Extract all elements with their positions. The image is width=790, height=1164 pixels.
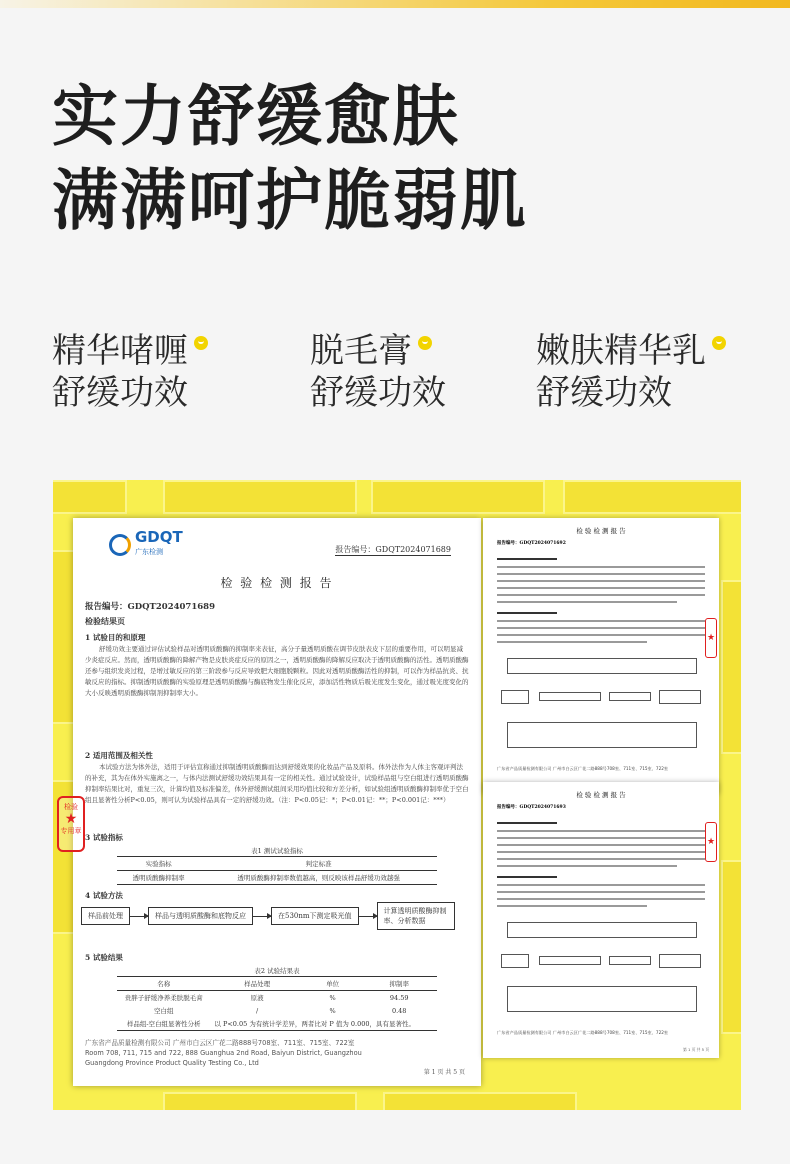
feature-lotion xyxy=(536,330,726,414)
thumb-report-number: 报告编号：GDQT2024071693 xyxy=(497,805,566,810)
bg-tile xyxy=(53,480,127,514)
footer-address-cn: 广东省产品质量检测有限公司 广州市白云区广花二路888号708室、711室、715室、722室 xyxy=(85,1039,355,1047)
thumb-footer: 广东省产品质量检测有限公司 广州市白云区广花二路888号708室、711室、715室、722室 xyxy=(497,1030,669,1035)
table-cell: 贵胖子舒缓净养柔肤脱毛膏 xyxy=(124,994,203,1002)
top-report-number: 报告编号：GDQT2024071689 xyxy=(335,545,451,554)
indicator-table xyxy=(117,856,437,885)
thumb-flow-box xyxy=(501,690,529,704)
text-line xyxy=(497,865,677,867)
footer-address-en: Room 708, 711, 715 and 722, 888 Guanghua 2nd Road, Baiyun District, Guangzhou xyxy=(85,1049,362,1057)
text-line xyxy=(497,858,705,860)
main-report-page xyxy=(73,518,481,1086)
bg-tile xyxy=(371,480,545,514)
thumb-footer: 广东省产品质量检测有限公司 广州市白云区广花二路888号708室、711室、715室、722室 xyxy=(497,766,669,771)
feature-gel-name: 精华啫喱 xyxy=(52,331,188,371)
report-title: 检 验 检 测 报 告 xyxy=(220,576,334,590)
red-star-icon: ★ xyxy=(705,822,717,862)
table-cell: % xyxy=(329,993,336,1002)
result-table xyxy=(117,976,437,1031)
official-seal: 检验 ★ 专用章 xyxy=(57,796,85,852)
page-number: 第 1 页 共 5 页 xyxy=(423,1069,465,1076)
thumb-table xyxy=(507,722,697,748)
table-1-caption: 表1 测试试验指标 xyxy=(251,847,303,855)
method-flowchart xyxy=(81,902,455,930)
text-line xyxy=(497,830,705,832)
text-line xyxy=(497,620,705,622)
thumb-flow-box xyxy=(659,690,701,704)
text-line xyxy=(497,822,557,824)
logo-subtext: 广东检测 xyxy=(135,548,163,556)
table-cell: 样品组-空白组显著性分析 xyxy=(117,1017,210,1031)
table-header: 抑制率 xyxy=(361,977,437,991)
table-cell: 94.59 xyxy=(389,993,409,1002)
headline-line-2: 满满呵护脆弱肌 xyxy=(52,162,528,239)
feature-gel-effect: 舒缓功效 xyxy=(52,373,188,413)
arrow-right-icon xyxy=(130,916,148,917)
section-2-heading: 2 适用范围及相关性 xyxy=(85,751,153,760)
logo-text: GDQT xyxy=(135,528,183,546)
headline-line-1: 实力舒缓愈肤 xyxy=(52,78,460,155)
red-star-icon: ★ xyxy=(705,618,717,658)
report-showcase xyxy=(53,480,741,1110)
text-line xyxy=(497,566,705,568)
flow-step: 样品前处理 xyxy=(81,907,130,925)
text-line xyxy=(497,876,557,878)
text-line xyxy=(497,837,705,839)
gdqt-logo xyxy=(109,530,183,560)
footer-company-en: Guangdong Province Product Quality Testing Co., Ltd xyxy=(85,1059,259,1067)
smile-dot-icon xyxy=(194,336,208,350)
text-line xyxy=(497,884,705,886)
section-1-heading: 1 试验目的和原理 xyxy=(85,633,146,642)
thumb-flow-box xyxy=(609,956,651,965)
table-cell: 透明质酸酶抑制率数值越高，则反映该样品舒缓功效越强 xyxy=(200,871,437,885)
feature-lotion-name: 嫩肤精华乳 xyxy=(536,331,706,371)
thumb-table xyxy=(507,986,697,1012)
table-header: 实验指标 xyxy=(117,857,200,871)
arrow-right-icon xyxy=(253,916,271,917)
text-line xyxy=(497,898,705,900)
table-header: 样品处理 xyxy=(210,977,303,991)
section-4-heading: 4 试验方法 xyxy=(85,891,123,900)
feature-gel xyxy=(52,330,208,414)
thumb-title: 检 验 检 测 报 告 xyxy=(576,791,626,799)
table-header: 名称 xyxy=(117,977,210,991)
text-line xyxy=(497,634,705,636)
red-star-icon: ★ xyxy=(64,811,78,827)
text-line xyxy=(497,587,705,589)
table-2-caption: 表2 试验结果表 xyxy=(254,967,300,975)
bg-tile xyxy=(163,1092,357,1110)
text-line xyxy=(497,558,557,560)
top-accent-bar xyxy=(0,0,790,8)
report-number: 报告编号：GDQT2024071689 xyxy=(85,602,216,612)
flow-step: 样品与透明质酸酶和底物反应 xyxy=(148,907,253,925)
report-thumbnail xyxy=(483,518,719,794)
feature-depilatory-name: 脱毛膏 xyxy=(310,331,412,371)
feature-depilatory-effect: 舒缓功效 xyxy=(310,373,446,413)
section-1-text: 舒缓功效主要通过评估试验样品对透明质酸酶的抑制率来表征，高分子量透明质酸在调节皮肤表皮下层的重要作用，可以明显减少炎症反应。然而，透明质酸酶的降解产物是皮肤炎症反应的原因之一，透明质酸酶的降解反应取决于透明质酸酶的活性。透明质酸酶还参与组织发炎过程，是增过敏反应的第三阶段参与反应导致肥大细胞脱颗粒。因此对透明质酸酶活性的抑制，可以作为样品抗炎、抗敏反应的指标。抑制透明质酸酶的实验原理是透明质酸酶与酶底物发生催化反应，添加活性物质后吸光度发生变化，通过吸光度变化的大小反映透明质酸酶抑制剂抑制率大小。 xyxy=(85,645,469,697)
thumb-title: 检 验 检 测 报 告 xyxy=(576,527,626,535)
text-line xyxy=(497,851,705,853)
bg-tile xyxy=(721,580,741,754)
section-3-heading: 3 试验指标 xyxy=(85,833,123,842)
thumb-flow-box xyxy=(539,692,601,701)
text-line xyxy=(497,573,705,575)
thumb-report-number: 报告编号：GDQT2024071692 xyxy=(497,541,566,546)
bg-tile xyxy=(383,1092,577,1110)
text-line xyxy=(497,612,557,614)
smile-dot-icon xyxy=(418,336,432,350)
text-line xyxy=(497,641,647,643)
feature-depilatory xyxy=(310,330,446,414)
table-header: 判定标准 xyxy=(200,857,437,871)
table-cell: 以 P<0.05 为有统计学差异，两者比对 P 值为 0.000，具有显著性。 xyxy=(210,1017,437,1031)
text-line xyxy=(497,594,705,596)
flow-step: 在530nm下测定吸光值 xyxy=(271,907,359,925)
table-header: 单位 xyxy=(304,977,362,991)
table-cell: 透明质酸酶抑制率 xyxy=(117,871,200,885)
bg-tile xyxy=(721,860,741,1034)
text-line xyxy=(497,580,705,582)
smile-dot-icon xyxy=(712,336,726,350)
table-cell: / xyxy=(255,1006,259,1015)
bg-tile xyxy=(563,480,741,514)
thumb-flow-box xyxy=(659,954,701,968)
thumb-flow-box xyxy=(609,692,651,701)
table-cell: 空白组 xyxy=(153,1007,174,1015)
text-line xyxy=(497,905,647,907)
text-line xyxy=(497,601,677,603)
thumb-page-number: 第 1 页 共 5 页 xyxy=(682,1047,709,1052)
lab-footer xyxy=(85,1038,469,1068)
table-cell: 0.48 xyxy=(391,1006,407,1015)
text-line xyxy=(497,891,705,893)
section-5-heading: 5 试验结果 xyxy=(85,953,123,962)
text-line xyxy=(497,627,705,629)
thumb-flow-box xyxy=(539,956,601,965)
table-cell: 原液 xyxy=(250,994,264,1002)
report-thumbnail xyxy=(483,782,719,1058)
result-page-label: 检验结果页 xyxy=(85,616,125,626)
gdqt-logo-icon xyxy=(109,534,131,556)
arrow-right-icon xyxy=(359,916,377,917)
section-2-text: 本试验方法为体外法，适用于评估宣称通过抑制透明质酸酶而达到舒缓效果的化妆品产品及原料。体外法作为人体主客观评判法的补充，其为在体外实施离之一，与体内法测试舒缓功效结果具有一定的相关性。通过试验设计，试验样品组与空白组进行透明质酸酶抑制率结果比对，重复三次，计算均值及标准偏差，体外舒缓测试组间采用均值比较和方差分析，如试验组透明质酸酶抑制率优于空白组且显著性分析P<0.05，则可认为试验样品具有一定的舒缓功效。（注：P<0.05记：*；P<0.01记：**；P<0.001记：***） xyxy=(85,763,469,804)
text-line xyxy=(497,844,705,846)
feature-lotion-effect: 舒缓功效 xyxy=(536,373,672,413)
thumb-table xyxy=(507,658,697,674)
flow-step: 计算透明质酸酶抑制率、分析数据 xyxy=(377,902,455,930)
thumb-flow-box xyxy=(501,954,529,968)
thumb-table xyxy=(507,922,697,938)
bg-tile xyxy=(163,480,357,514)
table-cell: % xyxy=(329,1006,336,1015)
